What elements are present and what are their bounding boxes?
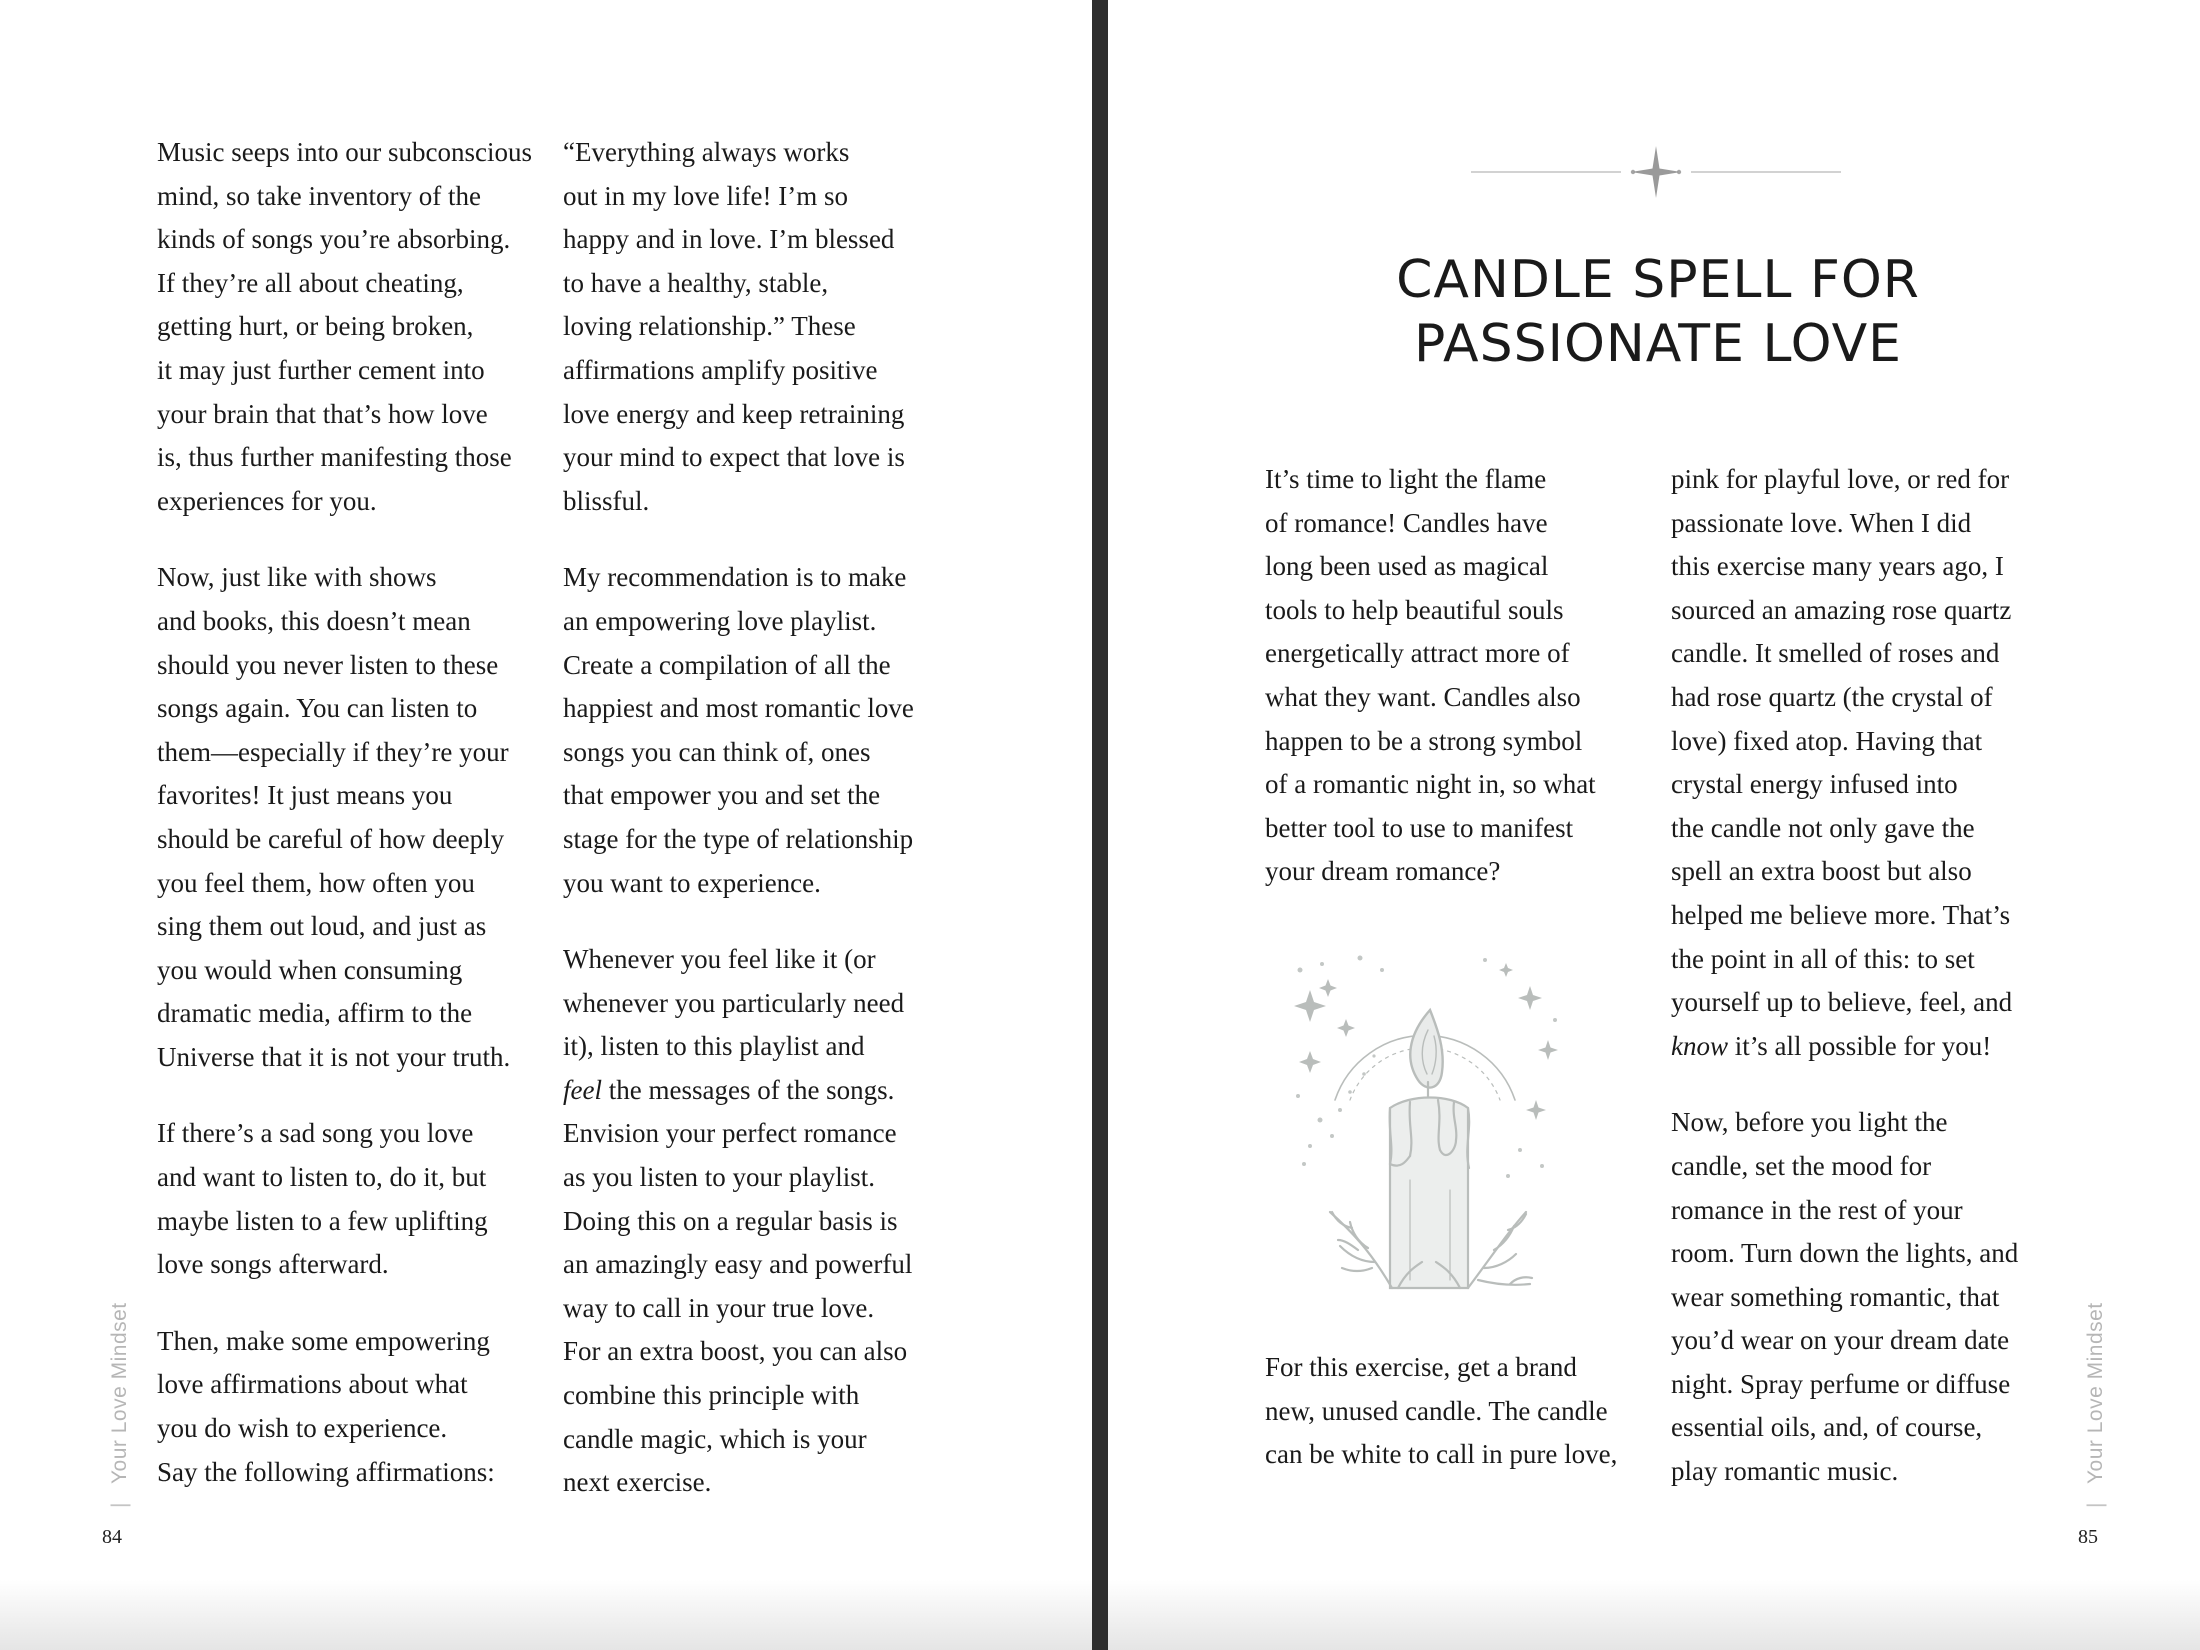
paragraph-music-subconscious: Music seeps into our subconscious mind, so take inventory of the kinds of songs you’re absorbing. If they’re all about cheating, getting hurt, or being broken, it may just further cement into your brain that that’s how love is, thus further manifesting those experiences for you.	[157, 137, 532, 516]
chapter-title-line-2: PASSIONATE LOVE	[1413, 314, 1903, 374]
paragraph-light-the-flame: It’s time to light the flame of romance! Candles have long been used as magical tools to help beautiful souls energetically attract more of what they want. Candles also happen to be a strong symbol of a romantic night in, so what better tool to use to manifest your dream romance?	[1265, 464, 1596, 887]
chapter-title	[1288, 248, 2028, 376]
left-column-1	[157, 131, 537, 1527]
paragraph-brand-new-candle: For this exercise, get a brand new, unused candle. The candle can be white to call in pure love,	[1265, 1352, 1618, 1470]
chapter-title-line-1: CANDLE SPELL FOR	[1396, 250, 1920, 310]
paragraph-sad-song: If there’s a sad song you love and want to listen to, do it, but maybe listen to a few uplifting love songs afterward.	[157, 1118, 488, 1280]
star-divider-ornament-icon	[1471, 140, 1841, 200]
candle-illustration-icon	[1280, 950, 1580, 1310]
paragraph-listen-playlist: Whenever you feel like it (or whenever you particularly need it), listen to this playlist and feel the messages of the songs. Envision your perfect romance as you listen to your playlist. Doing this on a regular basis is an amazingly easy and powerful way to call in your true love. For an extra boost, you can also combine this principle with candle magic, which is your next exercise.	[563, 944, 913, 1498]
emphasis-feel: feel	[563, 1074, 602, 1105]
running-head-text: Your Love Mindset	[2084, 1302, 2107, 1485]
emphasis-know: know	[1671, 1030, 1728, 1061]
left-page	[0, 0, 1092, 1650]
running-head-left	[108, 1302, 132, 1508]
page-number-left: 84	[102, 1526, 122, 1548]
paragraph-rose-quartz: pink for playful love, or red for passionate love. When I did this exercise many years ago, I sourced an amazing rose quartz candle. It smelled of roses and had rose quartz (the crystal of love) fixed atop. Having that crystal energy infused into the candle not only gave the spell an extra boost but also helped me believe more. That’s the point in all of this: to set yourself up to believe, feel, and know it’s all possible for you!	[1671, 464, 2013, 1061]
running-head-separator: |	[2084, 1502, 2107, 1508]
left-column-2	[563, 131, 943, 1538]
right-column-1	[1265, 458, 1645, 1470]
paragraph-set-the-mood: Now, before you light the candle, set the mood for romance in the rest of your room. Turn down the lights, and wear something romantic, that you’d wear on your dream date night. Spray perfume or diffuse essential oils, and, of course, play romantic music.	[1671, 1107, 2019, 1487]
page-number-right: 85	[2078, 1526, 2098, 1548]
book-spine	[1092, 0, 1108, 1650]
paragraph-affirmations-intro: Then, make some empowering love affirmations about what you do wish to experience. Say the following affirmations:	[157, 1325, 495, 1487]
running-head-text: Your Love Mindset	[108, 1302, 131, 1485]
paragraph-affirmation-quote: “Everything always works out in my love life! I’m so happy and in love. I’m blessed to have a healthy, stable, loving relationship.” These affirmations amplify positive love energy and keep retraining your mind to expect that love is blissful.	[563, 137, 905, 516]
paragraph-playlist-recommendation: My recommendation is to make an empowering love playlist. Create a compilation of all the happiest and most romantic love songs you can think of, ones that empower you and set the stage for the type of relationship you want to experience.	[563, 562, 914, 898]
right-page	[1108, 0, 2200, 1650]
running-head-right	[2084, 1302, 2108, 1508]
running-head-separator: |	[108, 1502, 131, 1508]
paragraph-shows-and-books: Now, just like with shows and books, this doesn’t mean should you never listen to these songs again. You can listen to them—especially if they’re your favorites! It just means you should be careful of how deeply you feel them, how often you sing them out loud, and just as you would when consuming dramatic media, affirm to the Universe that it is not your truth.	[157, 562, 511, 1072]
right-column-2	[1671, 458, 2071, 1527]
